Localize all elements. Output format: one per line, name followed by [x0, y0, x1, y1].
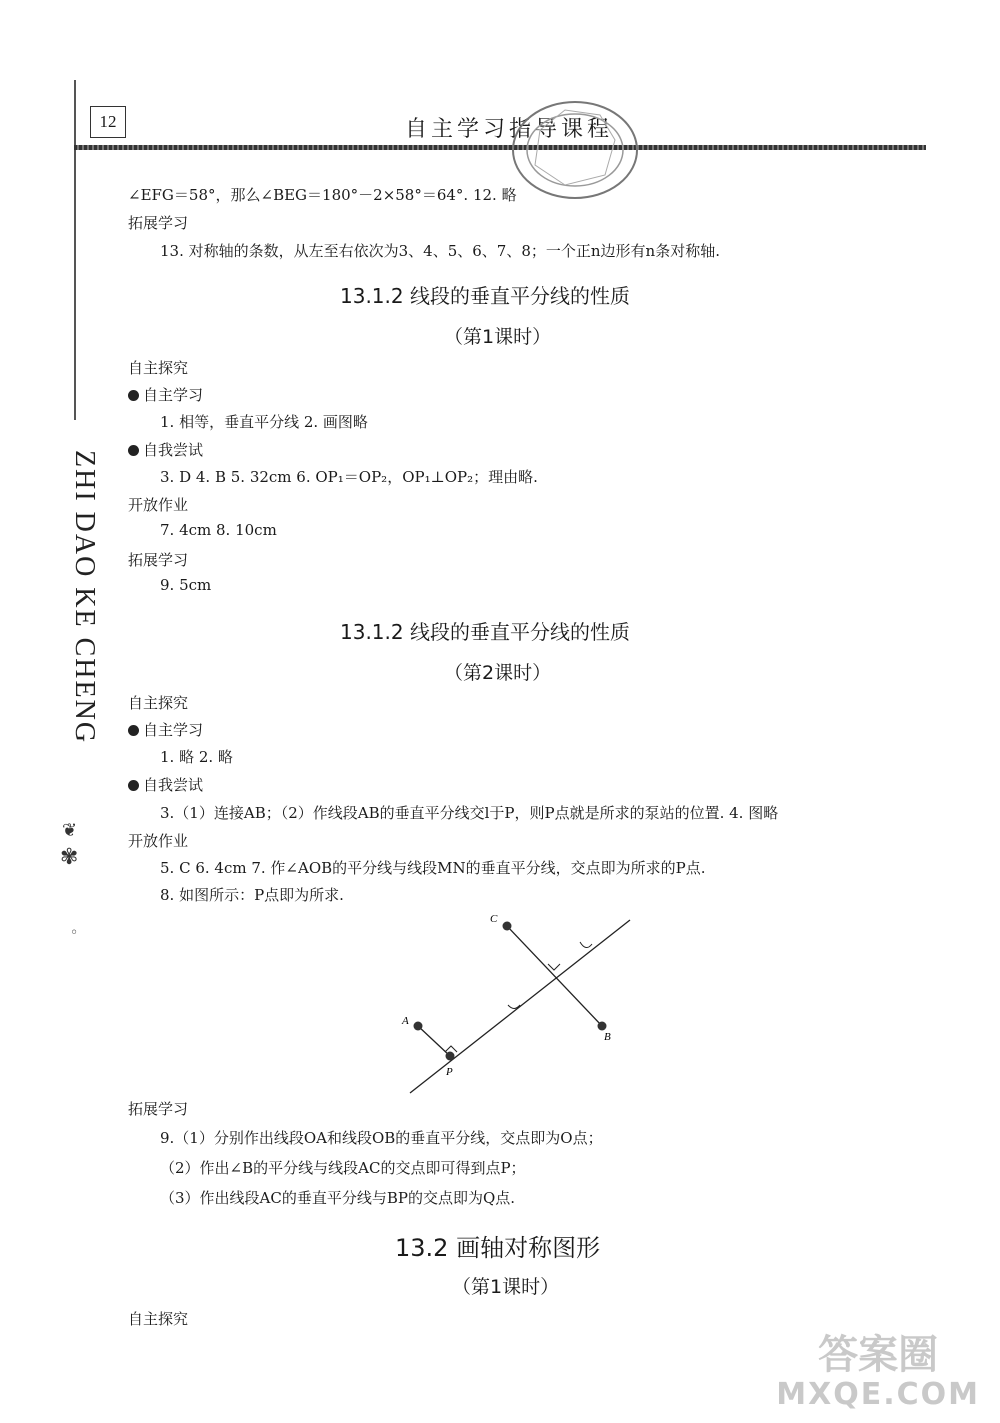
text-line: 5. C 6. 4cm 7. 作∠AOB的平分线与线段MN的垂直平分线，交点即为所求的P点.: [160, 859, 706, 877]
text-line: 8. 如图所示：P点即为所求.: [160, 886, 344, 904]
section-label: 开放作业: [128, 832, 189, 850]
bullet-heading: 自我尝试: [128, 774, 203, 795]
point-a: [414, 1022, 423, 1031]
text-line: ∠EFG＝58°，那么∠BEG＝180°－2×58°＝64°. 12. 略: [128, 186, 517, 204]
swirl-ornament-icon: ❦: [62, 820, 78, 841]
text-line: 13. 对称轴的条数，从左至右依次为3、4、5、6、7、8；一个正n边形有n条对称轴.: [160, 242, 720, 260]
bullet-icon: [128, 725, 139, 736]
bullet-icon: [128, 780, 139, 791]
watermark-logo: [776, 1332, 980, 1415]
section-label: 拓展学习: [128, 1100, 189, 1118]
section-label: 自主探究: [128, 359, 189, 377]
point-p: [446, 1052, 455, 1061]
label-b: B: [604, 1031, 611, 1043]
bullet-heading: 自我尝试: [128, 439, 203, 460]
watermark-line1: 答案圈: [818, 1332, 939, 1378]
header-title: 自主学习指导课程: [405, 117, 614, 142]
section-label: 拓展学习: [128, 551, 189, 569]
text-line: 1. 略 2. 略: [160, 748, 233, 766]
side-rule: [74, 80, 76, 420]
bullet-heading: 自主学习: [128, 384, 203, 405]
right-angle-mark: [548, 964, 560, 970]
text-line: （2）作出∠B的平分线与线段AC的交点即可得到点P；: [160, 1159, 526, 1177]
text-line: 9. 5cm: [160, 576, 212, 594]
text-line: 9.（1）分别作出线段OA和线段OB的垂直平分线，交点即为O点；: [160, 1129, 603, 1147]
point-c: [503, 922, 512, 931]
section-title: 13.1.2 线段的垂直平分线的性质: [340, 284, 630, 308]
text-line: 3.（1）连接AB；（2）作线段AB的垂直平分线交l于P，则P点就是所求的泵站的位置. 4. 图略: [160, 804, 779, 822]
point-b: [598, 1022, 607, 1031]
section-title: 13.2 画轴对称图形: [395, 1234, 601, 1262]
text-line: 7. 4cm 8. 10cm: [160, 521, 277, 539]
geometry-figure: [390, 900, 650, 1100]
small-mark-icon: ◦: [70, 925, 79, 941]
section-subtitle: （第2课时）: [444, 662, 552, 684]
flower-ornament-icon: ✾: [60, 845, 79, 870]
section-subtitle: （第1课时）: [452, 1276, 560, 1298]
section-label: 开放作业: [128, 496, 189, 514]
label-c: C: [490, 913, 498, 925]
text-line: （3）作出线段AC的垂直平分线与BP的交点即为Q点.: [160, 1189, 516, 1207]
line-l: [410, 920, 630, 1093]
bullet-icon: [128, 390, 139, 401]
text-line: 3. D 4. B 5. 32cm 6. OP₁＝OP₂，OP₁⊥OP₂；理由略.: [160, 468, 538, 486]
section-label: 自主探究: [128, 1310, 189, 1328]
page-number: 12: [90, 106, 126, 138]
bullet-heading: 自主学习: [128, 719, 203, 740]
section-title: 13.1.2 线段的垂直平分线的性质: [340, 620, 630, 644]
text-line: 1. 相等，垂直平分线 2. 画图略: [160, 413, 368, 431]
section-label: 拓展学习: [128, 214, 189, 232]
watermark-line2: MXQE.COM: [776, 1377, 980, 1412]
stamp-seal: [505, 90, 645, 210]
section-subtitle: （第1课时）: [444, 326, 552, 348]
right-angle-mark: [445, 1046, 457, 1052]
arc-mark: [580, 942, 592, 948]
section-label: 自主探究: [128, 694, 189, 712]
label-p: P: [446, 1066, 453, 1078]
label-a: A: [402, 1015, 409, 1027]
segment-cb: [507, 926, 602, 1026]
header-rule: [74, 145, 926, 150]
side-vertical-text: ZHI DAO KE CHENG: [69, 450, 100, 745]
bullet-icon: [128, 445, 139, 456]
